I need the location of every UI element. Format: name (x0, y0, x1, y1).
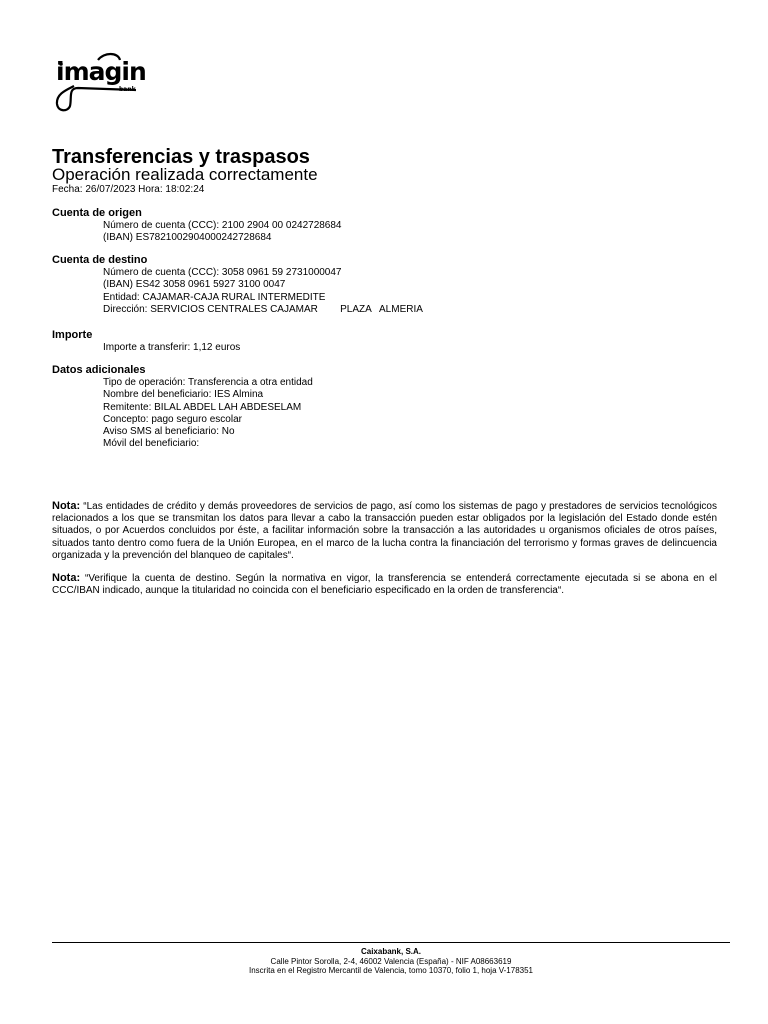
footer (52, 947, 730, 976)
destination-address: Dirección: SERVICIOS CENTRALES CAJAMAR PLAZA ALMERIA (103, 303, 423, 315)
section-title: Datos adicionales (52, 364, 146, 376)
origin-account-section (52, 207, 342, 245)
section-title: Importe (52, 329, 93, 341)
date-time: Fecha: 26/07/2023 Hora: 18:02:24 (52, 184, 205, 195)
sender-name: Remitente: BILAL ABDEL LAH ABDESELAM (103, 401, 302, 413)
destination-entity: Entidad: CAJAMAR-CAJA RURAL INTERMEDITE (103, 291, 326, 303)
verification-note (52, 572, 717, 597)
legal-note (52, 500, 717, 562)
note-text: “Verifique la cuenta de destino. Según la normativa en vigor, la transferencia se entenderá correctamente ejecutada si se abona en el CCC/IBAN indicado, aunque la titularidad no coincida con el beneficiario especificado en la orden de transferencia“. (52, 573, 718, 597)
sms-notice: Aviso SMS al beneficiario: No (103, 426, 235, 438)
footer-company: Caixabank, S.A. (360, 947, 422, 956)
operation-type: Tipo de operación: Transferencia a otra entidad (103, 377, 313, 388)
page-title: Transferencias y traspasos (52, 146, 310, 168)
logo-subtext: bank (119, 86, 136, 93)
amount-value: Importe a transferir: 1,12 euros (103, 342, 241, 353)
imagin-bank-logo (52, 50, 152, 118)
note-label: Nota: (52, 572, 81, 584)
section-title: Cuenta de origen (52, 207, 142, 219)
amount-section (52, 329, 240, 354)
additional-data-section (52, 364, 313, 451)
destination-iban: (IBAN) ES42 3058 0961 5927 3100 0047 (103, 279, 286, 291)
note-label: Nota: (52, 500, 81, 512)
origin-iban: (IBAN) ES7821002904000242728684 (103, 232, 272, 244)
origin-ccc: Número de cuenta (CCC): 2100 2904 00 0242728684 (103, 220, 342, 231)
beneficiary-mobile: Móvil del beneficiario: (103, 438, 200, 450)
note-text: “Las entidades de crédito y demás proveedores de servicios de pago, así como los sistemas de pago y prestadores de servicios tecnológicos relacionados a los que se transmitan los datos para llevar a cabo la transacción pueden estar obligados por la legislación del Estado donde estén situados, o por Acuerdos concluidos por éste, a facilitar información sobre la transacción a las autoridades u organismos oficiales de otros países, situados tanto dentro como fuera de la Unión Europea, en el marco de la lucha contra la financiación del terrorismo y formas graves de delincuencia organizada y la prevención del blanqueo de capitales“. (52, 501, 717, 561)
beneficiary-name: Nombre del beneficiario: IES Almina (103, 389, 264, 401)
destination-account-section (52, 254, 423, 316)
logo-wordmark: imagin (56, 57, 146, 86)
footer-address: Calle Pintor Sorolla, 2-4, 46002 Valencia (España) - NIF A08663619 (270, 956, 512, 966)
footer-registry: Inscrita en el Registro Mercantil de Valencia, tomo 10370, folio 1, hoja V-178351 (248, 966, 534, 975)
footer-divider (52, 942, 730, 943)
concept: Concepto: pago seguro escolar (103, 413, 242, 425)
section-title: Cuenta de destino (52, 254, 148, 266)
destination-ccc: Número de cuenta (CCC): 3058 0961 59 2731000047 (103, 267, 342, 278)
page-subtitle: Operación realizada correctamente (52, 165, 318, 184)
